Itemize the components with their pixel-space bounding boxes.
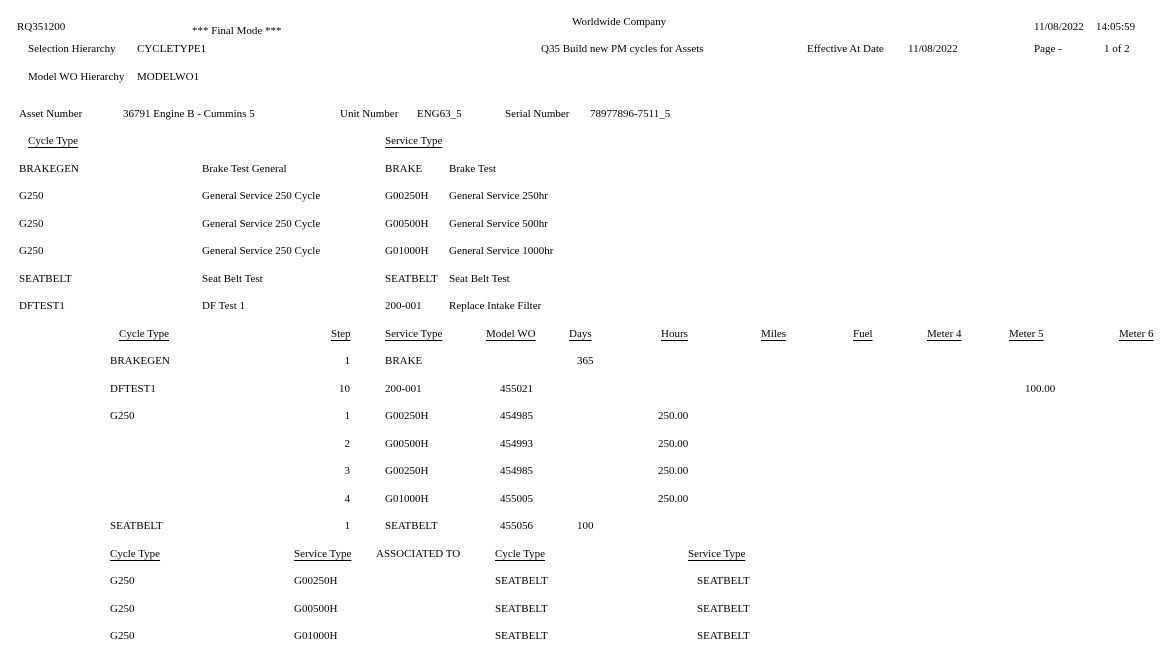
s2-model-wo: 454993 (500, 438, 533, 450)
s2-header-fuel: Fuel (853, 328, 873, 340)
s3-assoc-service: SEATBELT (697, 575, 750, 587)
s2-model-wo: 455005 (500, 493, 533, 505)
s2-header-miles: Miles (761, 328, 787, 340)
s3-assoc-service: SEATBELT (697, 630, 750, 642)
serial-number-value: 78977896-7511_5 (590, 108, 671, 120)
s1-service-desc: General Service 1000hr (449, 245, 554, 257)
s3-assoc-service: SEATBELT (697, 603, 750, 615)
s2-service: 200-001 (385, 383, 422, 395)
s1-service: BRAKE (385, 163, 423, 175)
s2-cycle: BRAKEGEN (110, 355, 170, 367)
unit-number-value: ENG63_5 (417, 108, 462, 120)
s1-cycle: G250 (19, 218, 44, 230)
s2-header-days: Days (569, 328, 592, 340)
effective-date-label: Effective At Date (807, 43, 884, 55)
s1-service-desc: General Service 250hr (449, 190, 548, 202)
s2-step: 1 (344, 410, 350, 422)
report-date: 11/08/2022 (1034, 21, 1084, 33)
s2-header-model-wo: Model WO (486, 328, 536, 340)
s3-cycle: G250 (110, 630, 135, 642)
report-time: 14:05:59 (1096, 21, 1136, 33)
s1-header-service-type: Service Type (385, 135, 443, 147)
s3-service: G00250H (294, 575, 338, 587)
page-label: Page - (1034, 43, 1062, 55)
s2-step: 4 (344, 493, 350, 505)
s2-header-cycle-type: Cycle Type (119, 328, 170, 340)
s1-service: G00500H (385, 218, 429, 230)
effective-date-value: 11/08/2022 (908, 43, 958, 55)
s2-model-wo: 454985 (500, 410, 533, 422)
s1-service: G01000H (385, 245, 429, 257)
s2-model-wo: 455021 (500, 383, 533, 395)
s2-header-meter4: Meter 4 (927, 328, 962, 340)
s3-assoc-cycle: SEATBELT (495, 603, 548, 615)
s1-cycle-desc: Brake Test General (202, 163, 287, 175)
s2-hours: 250.00 (658, 438, 689, 450)
s2-hours: 250.00 (658, 465, 689, 477)
s2-step: 1 (344, 355, 350, 367)
s3-header-assoc-service-type: Service Type (688, 548, 746, 560)
s2-cycle: DFTEST1 (110, 383, 156, 395)
s3-service: G01000H (294, 630, 338, 642)
s2-step: 10 (339, 383, 350, 395)
s2-header-meter6: Meter 6 (1119, 328, 1154, 340)
asset-number-label: Asset Number (19, 108, 83, 120)
s3-assoc-cycle: SEATBELT (495, 575, 548, 587)
s1-service-desc: Brake Test (449, 163, 496, 175)
s3-cycle: G250 (110, 575, 135, 587)
selection-hierarchy-label: Selection Hierarchy (28, 43, 116, 55)
s3-service: G00500H (294, 603, 338, 615)
s1-cycle-desc: General Service 250 Cycle (202, 190, 321, 202)
s2-cycle: G250 (110, 410, 135, 422)
s2-days: 100 (577, 520, 594, 532)
report-id: RQ351200 (17, 21, 66, 33)
s1-service: G00250H (385, 190, 429, 202)
s3-header-assoc-cycle-type: Cycle Type (495, 548, 546, 560)
s1-cycle: BRAKEGEN (19, 163, 79, 175)
s2-hours: 250.00 (658, 493, 689, 505)
s1-service-desc: Seat Belt Test (449, 273, 510, 285)
s2-model-wo: 455056 (500, 520, 533, 532)
s1-cycle: SEATBELT (19, 273, 72, 285)
s3-header-service-type: Service Type (294, 548, 352, 560)
s2-step: 3 (344, 465, 350, 477)
s2-header-hours: Hours (661, 328, 688, 340)
s2-header-meter5: Meter 5 (1009, 328, 1044, 340)
s2-service: G00250H (385, 465, 429, 477)
s3-assoc-cycle: SEATBELT (495, 630, 548, 642)
s1-header-cycle-type: Cycle Type (28, 135, 79, 147)
s1-service: 200-001 (385, 300, 422, 312)
s1-cycle-desc: General Service 250 Cycle (202, 245, 321, 257)
s2-header-service-type: Service Type (385, 328, 443, 340)
s3-header-associated-to: ASSOCIATED TO (376, 548, 461, 560)
s1-cycle-desc: General Service 250 Cycle (202, 218, 321, 230)
s2-header-step: Step (331, 328, 351, 340)
s1-cycle-desc: Seat Belt Test (202, 273, 263, 285)
s1-service: SEATBELT (385, 273, 438, 285)
s1-cycle-desc: DF Test 1 (202, 300, 246, 312)
s2-hours: 250.00 (658, 410, 689, 422)
report-title: Q35 Build new PM cycles for Assets (541, 43, 704, 55)
unit-number-label: Unit Number (340, 108, 399, 120)
s2-days: 365 (577, 355, 594, 367)
s1-service-desc: General Service 500hr (449, 218, 548, 230)
s1-cycle: DFTEST1 (19, 300, 65, 312)
s1-cycle: G250 (19, 190, 44, 202)
s2-step: 2 (344, 438, 350, 450)
serial-number-label: Serial Number (505, 108, 570, 120)
s3-cycle: G250 (110, 603, 135, 615)
s2-model-wo: 454985 (500, 465, 533, 477)
s1-cycle: G250 (19, 245, 44, 257)
company-name: Worldwide Company (572, 16, 667, 28)
selection-hierarchy-value: CYCLETYPE1 (137, 43, 207, 55)
asset-number-value: 36791 Engine B - Cummins 5 (123, 108, 255, 120)
s2-cycle: SEATBELT (110, 520, 163, 532)
s3-header-cycle-type: Cycle Type (110, 548, 161, 560)
s2-service: G00250H (385, 410, 429, 422)
s2-service: G01000H (385, 493, 429, 505)
s2-step: 1 (344, 520, 350, 532)
s2-service: G00500H (385, 438, 429, 450)
s2-meter5: 100.00 (1025, 383, 1056, 395)
s1-service-desc: Replace Intake Filter (449, 300, 542, 312)
page-number: 1 of 2 (1104, 43, 1130, 55)
s2-service: BRAKE (385, 355, 423, 367)
s2-service: SEATBELT (385, 520, 438, 532)
model-wo-hierarchy-value: MODELWO1 (137, 71, 200, 83)
model-wo-hierarchy-label: Model WO Hierarchy (28, 71, 125, 83)
mode-label: *** Final Mode *** (192, 25, 282, 37)
